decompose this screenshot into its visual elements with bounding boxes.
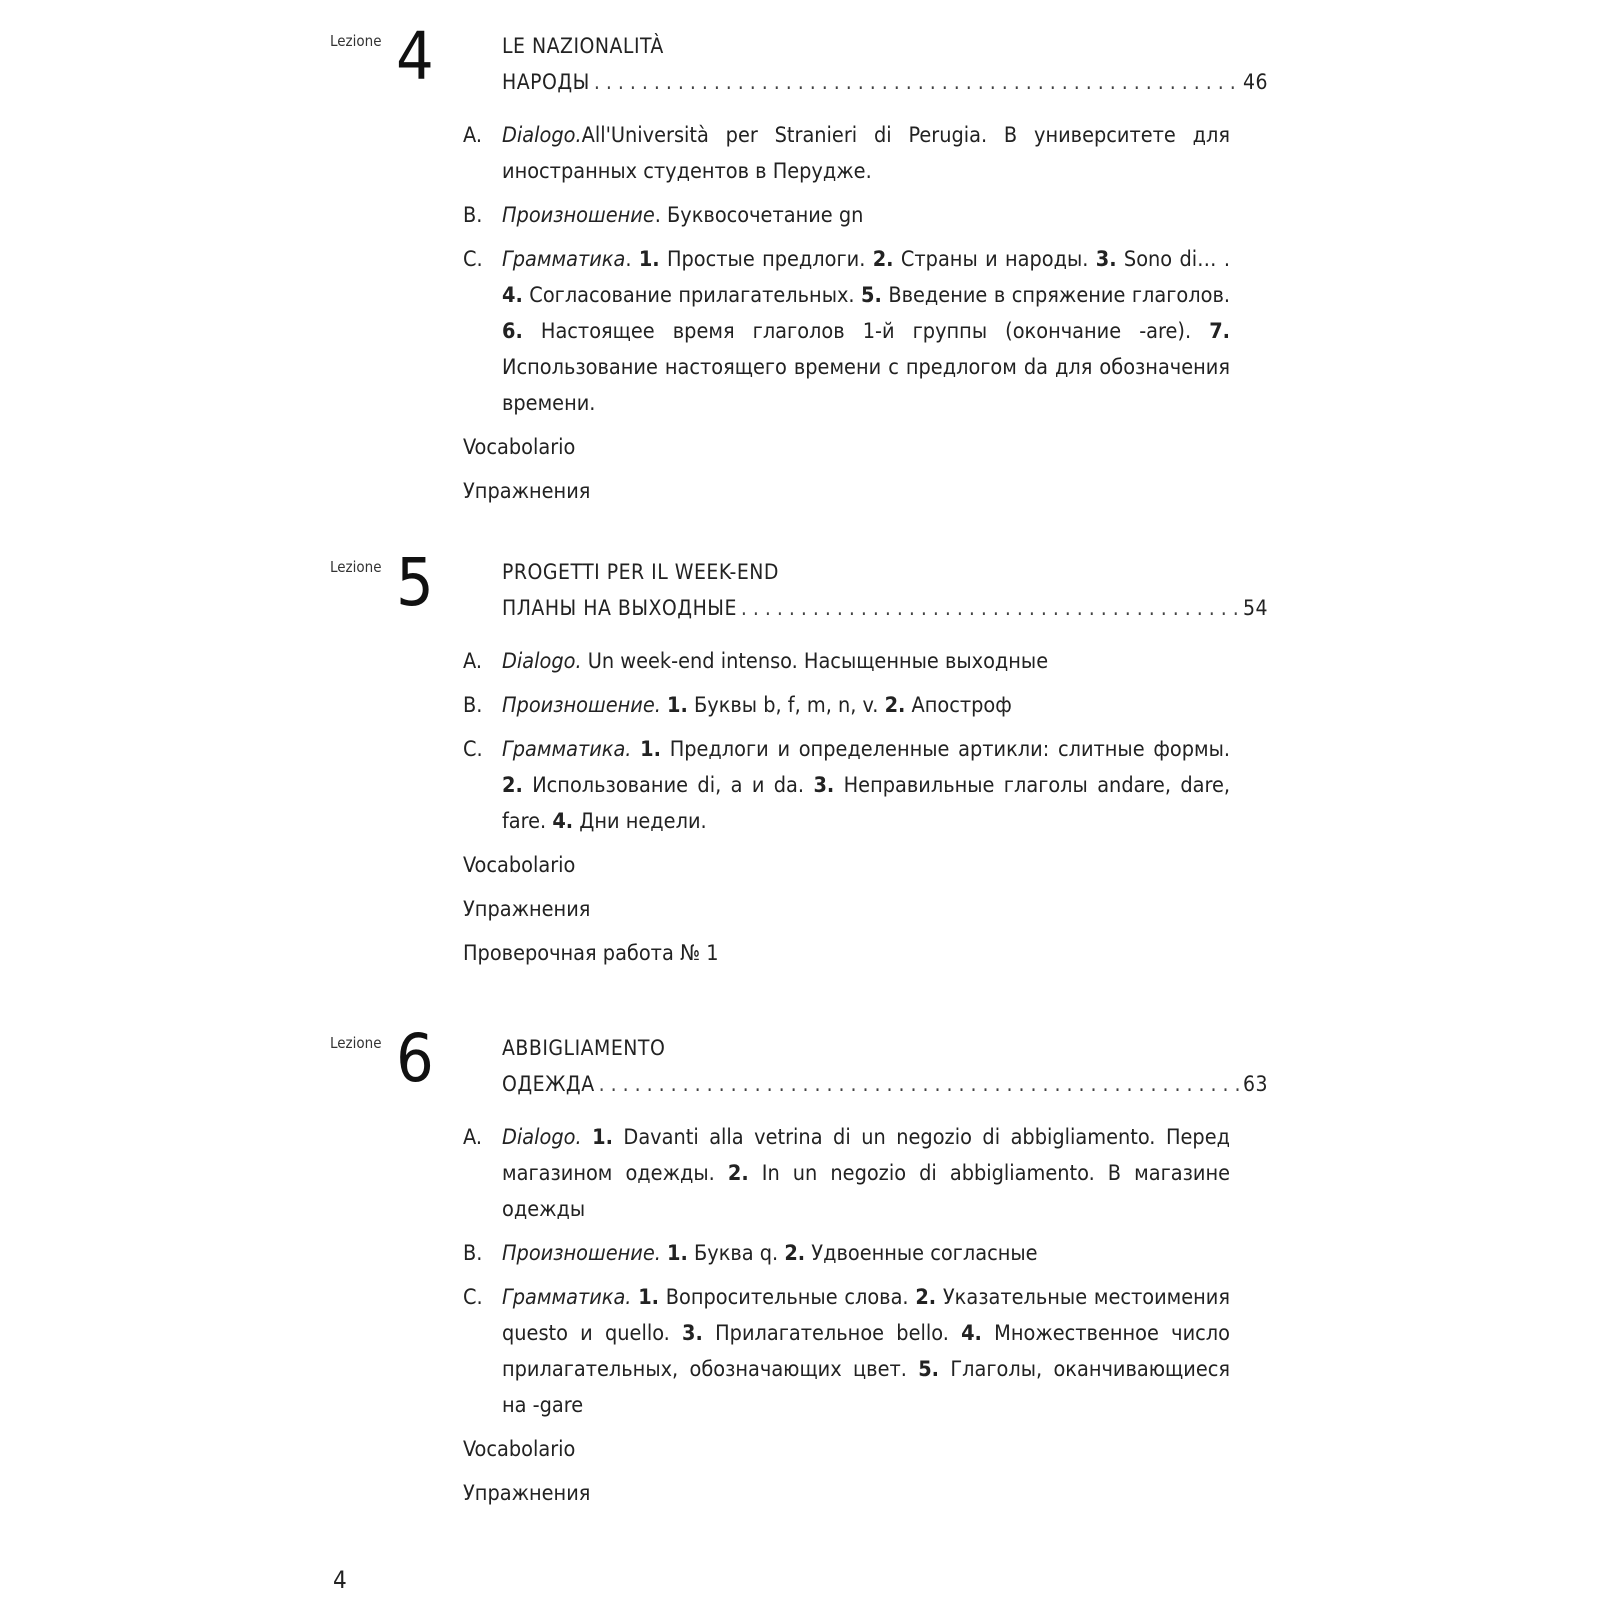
topic-text: Прилагательное bello. (702, 1321, 962, 1346)
lesson-titles (502, 554, 1268, 626)
contents-extra: Vocabolario (463, 853, 576, 878)
toc-entry-link[interactable] (502, 590, 1268, 626)
topic-text: Дни недели. (573, 809, 707, 834)
item-letter: B. (463, 693, 483, 718)
item-letter: A. (463, 123, 482, 148)
dot-leader (599, 1066, 1239, 1102)
contents-item (463, 1236, 1230, 1272)
item-text (502, 1236, 1230, 1272)
topic-text: Davanti alla vetrina di un negozio di abbigliamento. Перед магазином одежды. (502, 1125, 1230, 1186)
lesson-label: Lezione (330, 32, 382, 50)
item-letter: C. (463, 1285, 483, 1310)
section-type: Грамматика (502, 247, 626, 272)
topic-text: . Буквосочетание gn (654, 203, 864, 228)
section-type: Произношение (502, 203, 655, 228)
topic-number: 3. (1095, 247, 1117, 272)
section-type: Произношение. (502, 693, 661, 718)
contents-extra: Упражнения (463, 897, 591, 922)
topic-text: Удвоенные согласные (805, 1241, 1038, 1266)
section-type: Dialogo. (502, 1125, 582, 1150)
topic-number: 2. (784, 1241, 806, 1266)
page-reference: 46 (1242, 70, 1268, 94)
lesson-number: 4 (396, 18, 434, 95)
lesson-title-russian: НАРОДЫ (502, 70, 590, 94)
topic-number: 4. (961, 1321, 982, 1346)
lesson-label: Lezione (330, 558, 382, 576)
contents-item (463, 1280, 1230, 1424)
contents-item (463, 198, 1230, 234)
topic-number: 2. (915, 1285, 937, 1310)
topic-text: Глаголы, оканчивающиеся на -gare (502, 1357, 1230, 1418)
lesson-titles (502, 28, 1268, 100)
topic-text: In un negozio di abbigliamento. В магазине одежды (502, 1161, 1230, 1222)
item-text (502, 242, 1230, 422)
topic-number: 5. (918, 1357, 940, 1382)
toc-entry-link[interactable] (502, 64, 1268, 100)
lesson-contents (463, 110, 1230, 510)
contents-item (463, 732, 1230, 840)
topic-text: Множественное число прилагательных, обозначающих цвет. (502, 1321, 1230, 1382)
page-reference: 54 (1242, 596, 1268, 620)
topic-text: Согласование прилагательных. (522, 283, 862, 308)
item-letter: C. (463, 247, 483, 272)
toc-entry-link[interactable] (502, 1066, 1268, 1102)
item-letter: A. (463, 649, 482, 674)
lesson-contents (463, 636, 1230, 972)
contents-item (463, 688, 1230, 724)
topic-text: Указательные местоимения questo и quello. (502, 1285, 1230, 1346)
topic-number: 1. (592, 1125, 613, 1150)
page-reference: 63 (1242, 1072, 1268, 1096)
topic-text: Использование настоящего времени с предлогом da для обозначения времени. (502, 355, 1230, 416)
section-type: Dialogo. (502, 649, 582, 674)
item-letter: B. (463, 203, 483, 228)
contents-item (463, 118, 1230, 190)
lesson-number: 5 (396, 544, 434, 621)
topic-number: 2. (502, 773, 523, 798)
topic-number: 2. (727, 1161, 749, 1186)
topic-text: Простые предлоги. (659, 247, 873, 272)
topic-text: Буквы b, f, m, n, v. (687, 693, 885, 718)
topic-text: Апостроф (905, 693, 1012, 718)
lesson-title-russian: ОДЕЖДА (502, 1072, 595, 1096)
topic-number: 2. (884, 693, 906, 718)
contents-extra: Vocabolario (463, 1437, 576, 1462)
topic-text: Sono di… . (1116, 247, 1230, 272)
lesson-title-italian: PROGETTI PER IL WEEK-END (502, 560, 779, 584)
topic-text: Предлоги и определенные артикли: слитные формы. (660, 737, 1230, 762)
topic-number: 2. (872, 247, 894, 272)
topic-text: Вопросительные слова. (659, 1285, 916, 1310)
topic-text: Буква q. (687, 1241, 785, 1266)
topic-text: Использование di, a и da. (522, 773, 814, 798)
item-letter: C. (463, 737, 483, 762)
topic-text: . (625, 247, 639, 272)
lesson-contents (463, 1112, 1230, 1512)
lesson-title-russian: ПЛАНЫ НА ВЫХОДНЫЕ (502, 596, 737, 620)
contents-extra: Упражнения (463, 1481, 591, 1506)
lesson-titles (502, 1030, 1268, 1102)
topic-number: 5. (861, 283, 882, 308)
contents-item (463, 242, 1230, 422)
item-text (502, 1280, 1230, 1424)
lesson-label: Lezione (330, 1034, 382, 1052)
item-text (502, 1120, 1230, 1228)
lesson-number: 6 (396, 1020, 434, 1097)
topic-text: Введение в спряжение глаголов. (881, 283, 1230, 308)
topic-number: 1. (667, 1241, 688, 1266)
section-type: Произношение. (502, 1241, 661, 1266)
item-text (502, 198, 1230, 234)
topic-number: 3. (682, 1321, 703, 1346)
contents-item (463, 1120, 1230, 1228)
item-text (502, 688, 1230, 724)
item-letter: A. (463, 1125, 482, 1150)
topic-text: Un week-end intenso. Насыщенные выходные (581, 649, 1049, 674)
topic-number: 4. (552, 809, 574, 834)
topic-number: 1. (640, 737, 661, 762)
contents-item (463, 644, 1230, 680)
topic-text: Страны и народы. (893, 247, 1096, 272)
topic-number: 1. (667, 693, 688, 718)
topic-text: All'Università per Stranieri di Perugia. В университете для иностранных студентов в Перудже. (502, 123, 1230, 184)
topic-text (582, 1125, 593, 1150)
contents-extra: Проверочная работа № 1 (463, 941, 719, 966)
item-text (502, 118, 1230, 190)
topic-text (631, 737, 640, 762)
lesson-title-italian: ABBIGLIAMENTO (502, 1036, 666, 1060)
topic-number: 4. (502, 283, 523, 308)
topic-number: 1. (638, 247, 660, 272)
section-type: Грамматика. (502, 1285, 632, 1310)
topic-number: 1. (638, 1285, 660, 1310)
section-type: Грамматика. (502, 737, 632, 762)
section-type: Dialogo. (502, 123, 582, 148)
page-number: 4 (333, 1566, 347, 1594)
contents-extra: Vocabolario (463, 435, 576, 460)
item-text (502, 732, 1230, 840)
item-text (502, 644, 1230, 680)
lesson-title-italian: LE NAZIONALITÀ (502, 34, 664, 58)
contents-extra: Упражнения (463, 479, 591, 504)
topic-text: Неправильные глаголы andare, dare, fare. (502, 773, 1231, 834)
topic-number: 3. (813, 773, 835, 798)
dot-leader (594, 64, 1239, 100)
topic-text: Настоящее время глаголов 1-й группы (окончание -are). (522, 319, 1210, 344)
topic-number: 7. (1209, 319, 1230, 344)
dot-leader (741, 590, 1239, 626)
topic-number: 6. (502, 319, 523, 344)
item-letter: B. (463, 1241, 483, 1266)
